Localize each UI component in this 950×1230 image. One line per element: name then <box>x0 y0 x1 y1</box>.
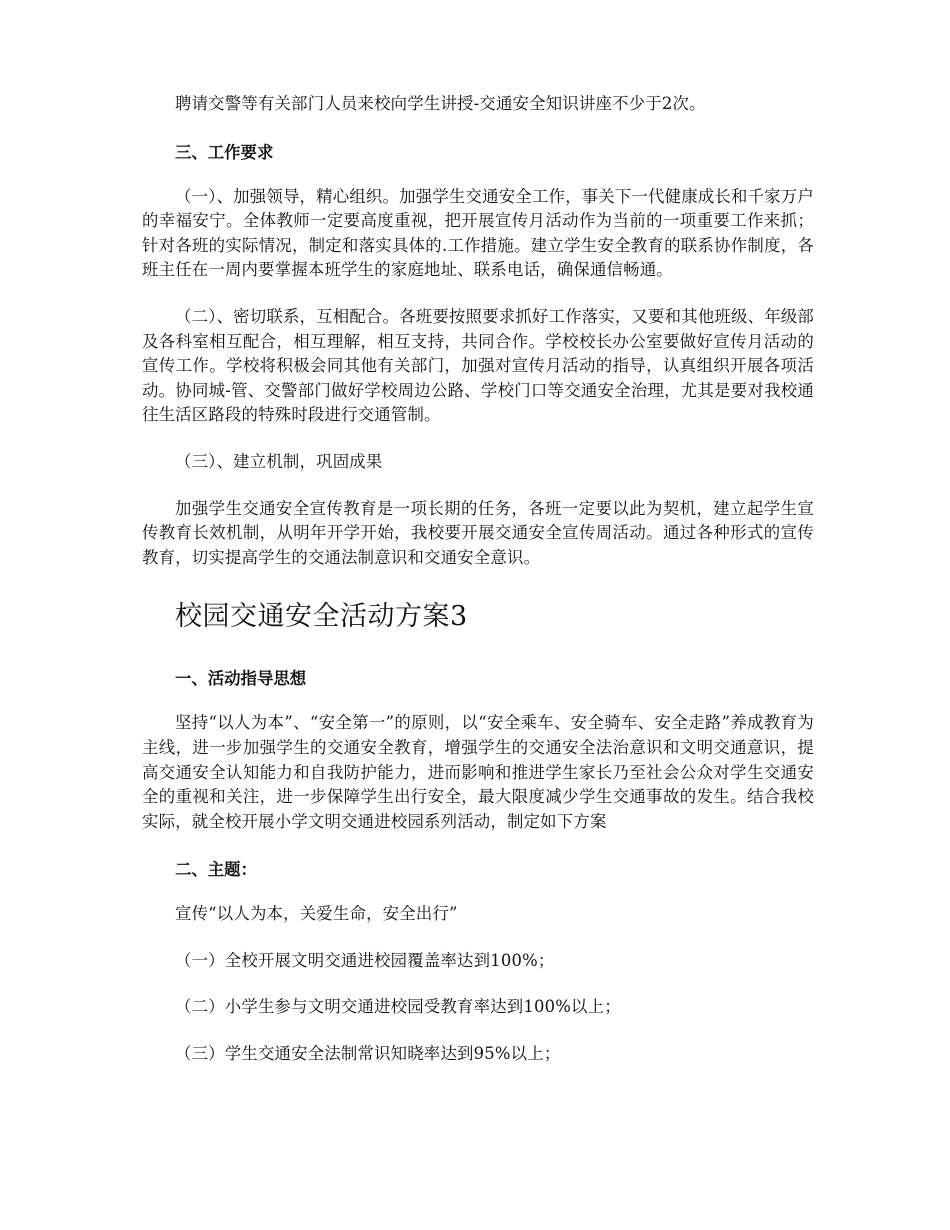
section-title-theme: 二、主题： <box>175 860 257 880</box>
paragraph-cooperation: （二）、密切联系，互相配合。各班要按照要求抓好工作落实，又要和其他班级、年级部及各科室相互配合，相互理解，相互支持，共同合作。学校校长办公室要做好宣传月活动的宣传工作。学校将积极会同其他有关部门，加强对宣传月活动的指导，认真组织开展各项活动。协同城-管、交警部门做好学校周边公路、学校门口等交通安全治理，尤其是要对我校通往生活区路段的特殊时段进行交通管制。 <box>142 306 814 425</box>
paragraph-mechanism: （三）、建立机制，巩固成果 <box>175 451 383 471</box>
paragraph-long-term: 加强学生交通安全宣传教育是一项长期的任务，各班一定要以此为契机，建立起学生宣传教育长效机制，从明年开学开始，我校要开展交通安全宣传周活动。通过各种形式的宣传教育，切实提高学生的交通法制意识和交通安全意识。 <box>142 498 814 567</box>
document-page <box>142 92 814 1067</box>
list-item-goal-1: （一）全校开展文明交通进校园覆盖率达到100%； <box>175 950 555 970</box>
paragraph-top-line: 聘请交警等有关部门人员来校向学生讲授-交通安全知识讲座不少于2次。 <box>175 94 706 113</box>
section-title-guiding-thought: 一、活动指导思想 <box>175 669 307 689</box>
paragraph-guiding-thought: 坚持“以人为本”、“安全第一”的原则，以“安全乘车、安全骑车、安全走路”养成教育为主线，进一步加强学生的交通安全教育，增强学生的交通安全法治意识和文明交通意识，提高交通安全认知能力和自我防护能力，进而影响和推进学生家长乃至社会公众对学生交通安全的重视和关注，进一步保障学生出行安全，最大限度减少学生交通事故的发生。结合我校实际，就全校开展小学文明交通进校园系列活动，制定如下方案 <box>142 713 814 831</box>
document-heading: 校园交通安全活动方案3 <box>175 601 468 633</box>
paragraph-theme: 宣传“以人为本，关爱生命，安全出行” <box>175 904 458 924</box>
list-item-goal-2: （二）小学生参与文明交通进校园受教育率达到100%以上； <box>175 997 621 1017</box>
list-item-goal-3: （三）学生交通安全法制常识知晓率达到95%以上； <box>175 1044 561 1064</box>
section-title-work-requirements: 三、工作要求 <box>175 142 274 162</box>
paragraph-leadership: （一）、加强领导，精心组织。加强学生交通安全工作，事关下一代健康成长和千家万户的幸福安宁。全体教师一定要高度重视，把开展宣传月活动作为当前的一项重要工作来抓；针对各班的实际情况，制定和落实具体的.工作措施。建立学生安全教育的联系协作制度，各班主任在一周内要掌握本班学生的家庭地址、联系电话，确保通信畅通。 <box>142 186 814 280</box>
